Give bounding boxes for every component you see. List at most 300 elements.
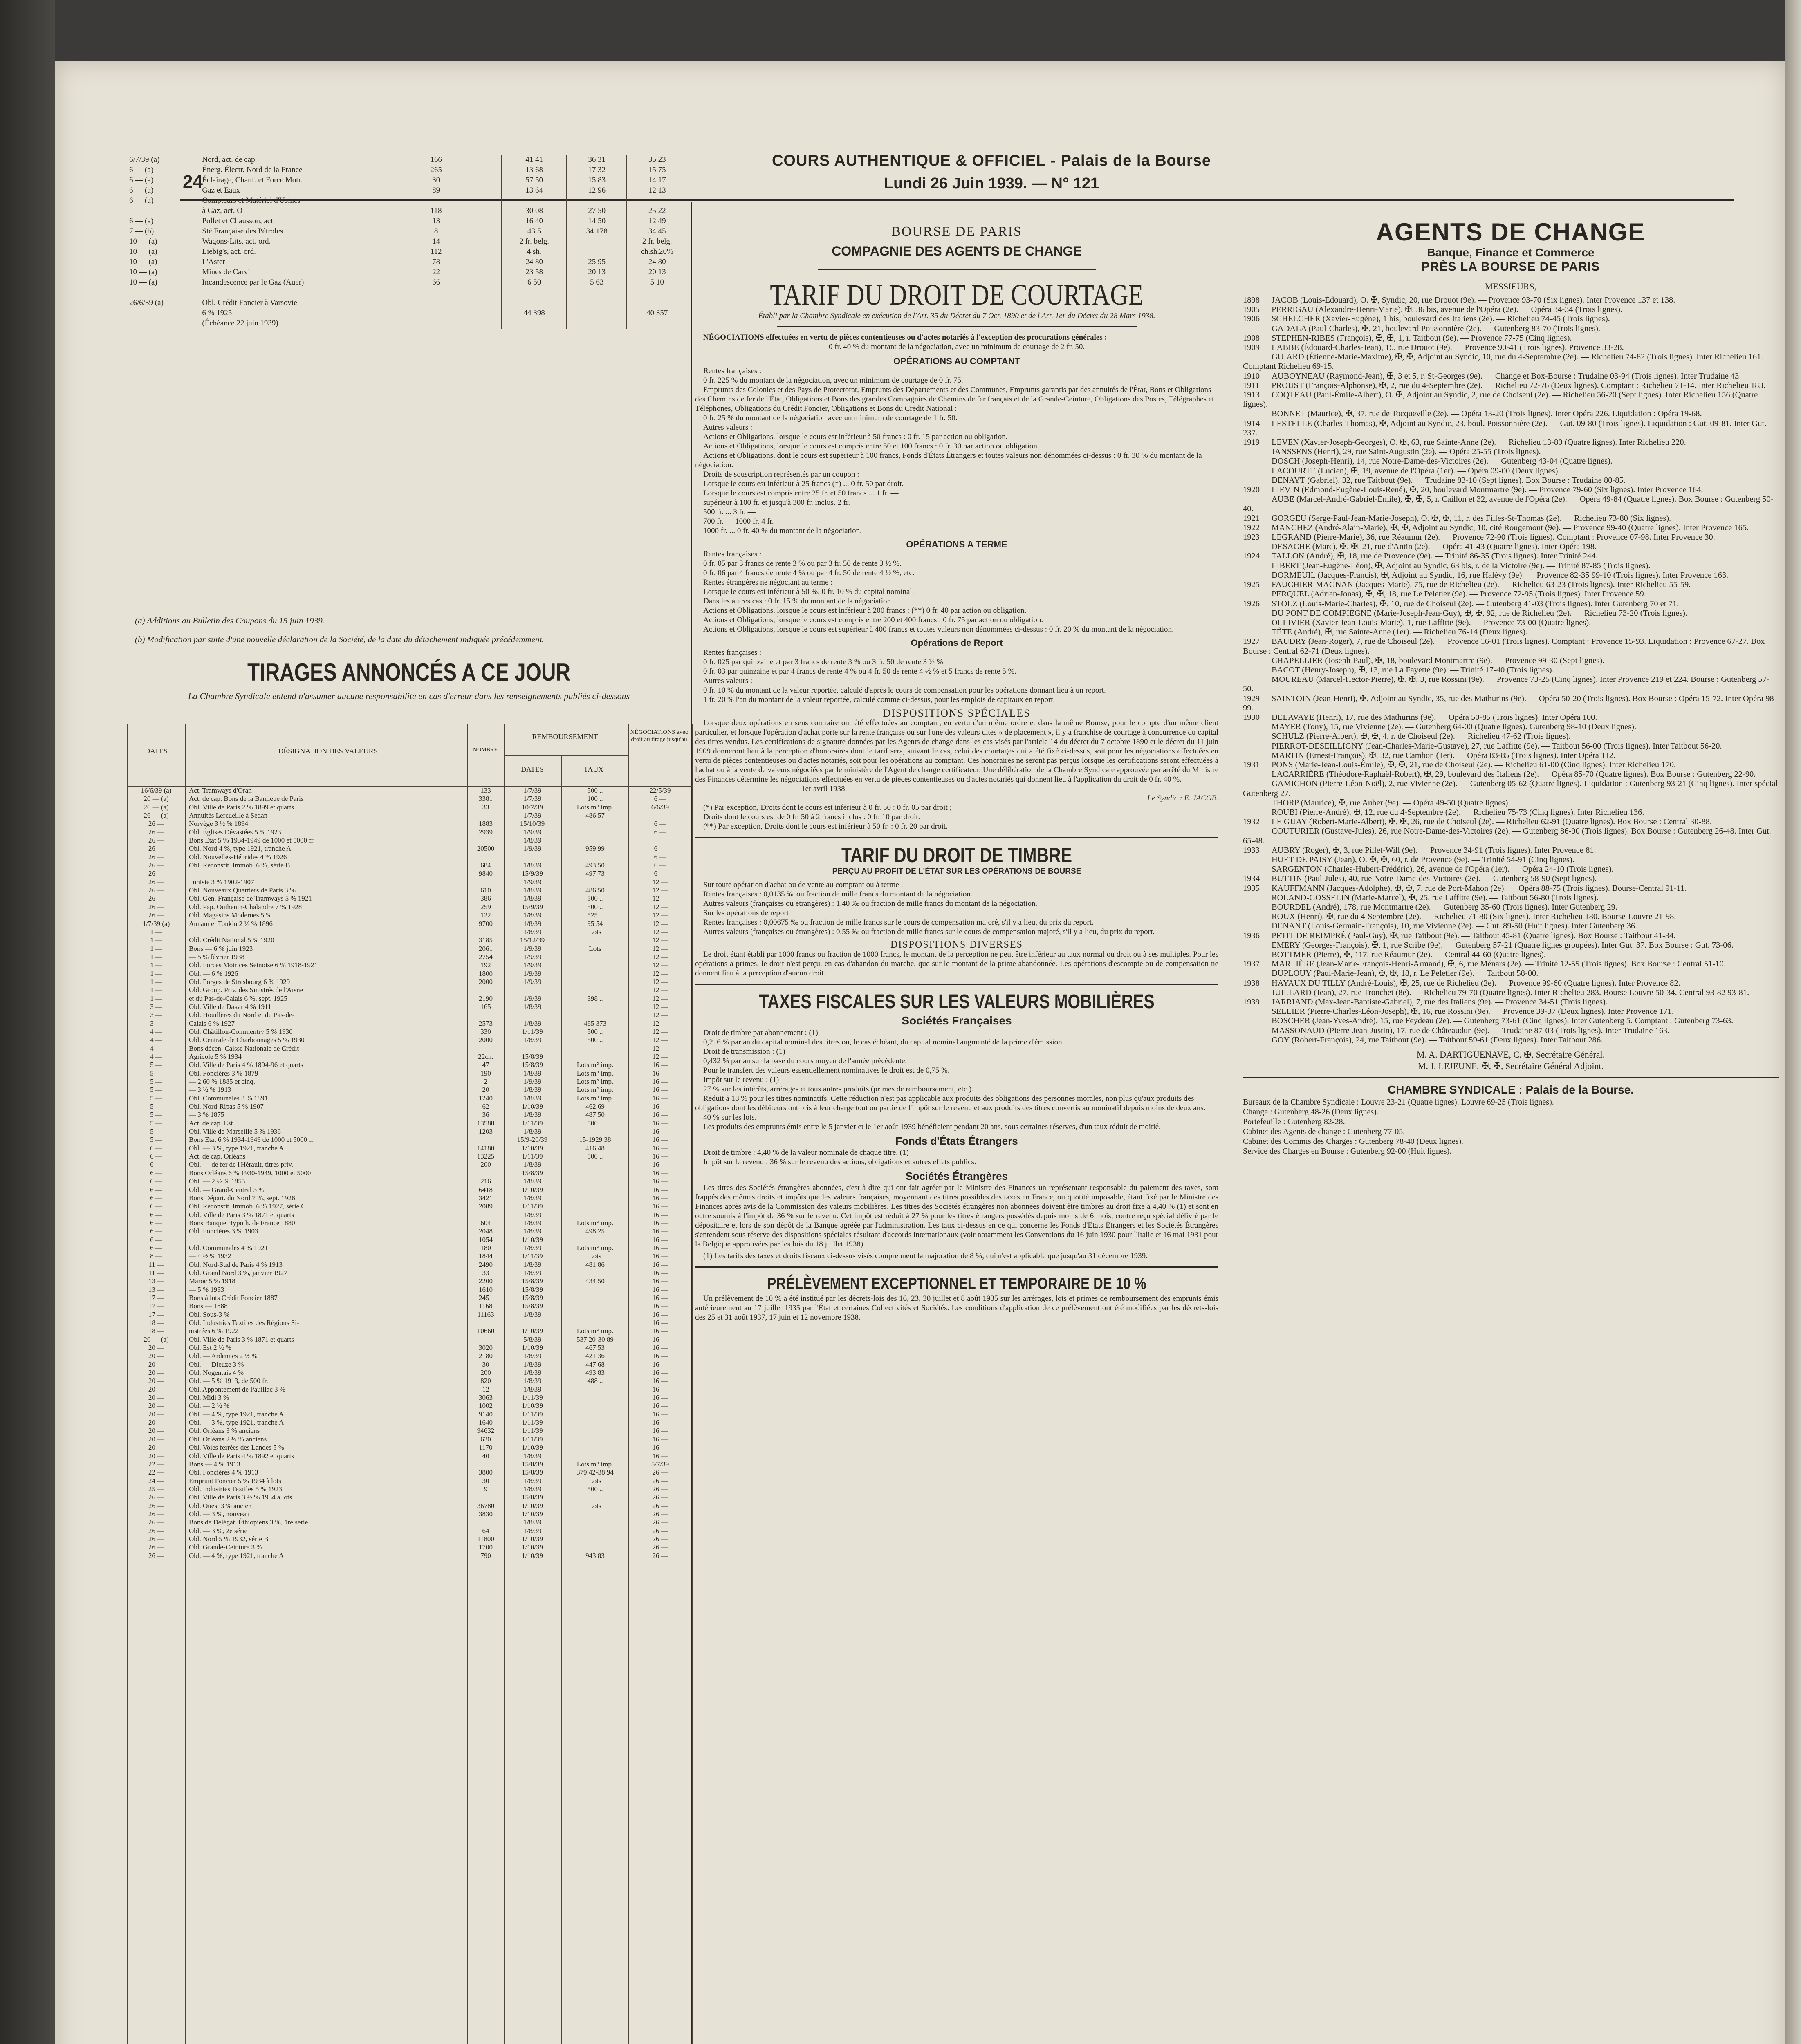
tirage-cell: 17 —: [148, 1302, 164, 1310]
paragraph: 27 % sur les intérêts, arrérages et tous autres produits (primes de remboursement, etc.).: [703, 1085, 974, 1094]
tirage-cell: Obl. Grande-Ceinture 3 %: [189, 1543, 262, 1551]
soc-fr-heading: Sociétés Françaises: [902, 1014, 1012, 1027]
coupon-cell: [502, 196, 567, 206]
tirage-cell: 1/10/39: [522, 1502, 543, 1510]
agent-entry: [1243, 343, 1779, 352]
tirage-cell: 5 —: [150, 1111, 162, 1119]
tirage-cell: 16 —: [652, 1235, 668, 1244]
coupon-cell: [455, 309, 502, 319]
tirage-cell: Obl. Communales 3 % 1891: [189, 1094, 268, 1102]
agent-year: 1939: [1243, 997, 1260, 1007]
tirage-cell: 16/6/39 (a): [141, 787, 172, 794]
tirage-cell: 26 —: [148, 878, 164, 886]
tirage-cell: 5 —: [150, 1069, 162, 1077]
coupon-cell: 265: [417, 166, 455, 176]
tirage-cell: 16 —: [652, 1127, 668, 1136]
tirage-cell: 1/8/39: [523, 1377, 541, 1385]
coupon-row: [127, 319, 687, 329]
agent-entry: [1243, 476, 1779, 485]
agent-entry: [1243, 1035, 1779, 1045]
tirage-cell: Obl. Voies ferrées des Landes 5 %: [189, 1443, 285, 1452]
tirage-cell: Obl. Églises Dévastées 5 % 1923: [189, 828, 281, 836]
agent-details: SCHULZ (Pierre-Albert), ✠, ✠, 4, r. de Choiseul (2e). — Richelieu 47-62 (Trois lignes).: [1272, 732, 1571, 741]
tirage-cell: 6 —: [654, 870, 666, 878]
agent-details: MARLIÈRE (Jean-Marie-François-Henri-Armand), ✠, 6, rue Ménars (2e). — Trinité 12-55 (Trois lignes). Box Bourse : Central 51-10.: [1272, 959, 1726, 969]
tirage-cell: Obl. Foncières 3 % 1903: [189, 1227, 258, 1235]
tirage-cell: 820: [480, 1377, 491, 1385]
tirage-cell: nistrées 6 % 1922: [189, 1327, 239, 1335]
tirage-row: [128, 787, 692, 795]
agent-details: OLLIVIER (Xavier-Jean-Louis-Marie), 1, rue Laffitte (9e). — Provence 73-00 (Quatre lignes).: [1272, 618, 1591, 627]
tirage-cell: 47: [482, 1061, 489, 1069]
tirage-cell: 12 —: [652, 969, 668, 977]
tirage-cell: 13588: [477, 1119, 495, 1127]
tirage-row: [128, 1410, 692, 1419]
tirage-cell: Obl. Industries Textiles des Régions Si-: [189, 1319, 299, 1327]
tirage-cell: Obl. Group. Priv. des Sinistrés de l'Aisne: [189, 986, 303, 994]
agent-details: LE GUAY (Robert-Marie-Albert), ✠, ✠, 26, rue de Choiseul (2e). — Richelieu 62-91 (Quatre lignes). Box Bourse : Central 30-88.: [1272, 817, 1712, 827]
tirage-cell: 630: [480, 1435, 491, 1443]
tirage-cell: 481 86: [585, 1260, 605, 1269]
agent-details: EMERY (Georges-François), ✠, 1, rue Scribe (9e). — Gutenberg 57-21 (Quatre lignes groupées). Inter Gut. 37. Box Bourse : Gut. 73-06.: [1272, 940, 1734, 950]
tirage-cell: 2490: [479, 1260, 493, 1269]
tirage-cell: 16 —: [652, 1244, 668, 1252]
tirage-cell: Annuités Lercueille à Sedan: [189, 811, 268, 820]
tirage-cell: 3421: [479, 1194, 493, 1202]
agent-entry: [1243, 551, 1779, 561]
tirage-cell: 1/9/39: [523, 1078, 541, 1086]
agent-entry: [1243, 447, 1779, 457]
tirage-cell: Obl. Ville de Marseille 5 % 1936: [189, 1127, 281, 1136]
coupon-cell: 10 — (a): [129, 278, 157, 287]
tirage-row: [128, 1493, 692, 1502]
tirage-cell: 500 ..: [587, 1485, 603, 1493]
paragraph: Droit de timbre : 4,40 % de la valeur nominale de chaque titre. (1): [703, 1148, 909, 1157]
agent-year: 1937: [1243, 959, 1260, 969]
tirage-cell: 16 —: [652, 1186, 668, 1194]
agent-entry: [1243, 599, 1779, 609]
tirage-cell: 4 —: [150, 1053, 162, 1060]
tirage-cell: 2061: [479, 944, 493, 953]
coupon-cell: 118: [417, 206, 455, 217]
tirage-cell: 26 —: [148, 1502, 164, 1510]
agent-entry: [1243, 903, 1779, 912]
tirage-row: [128, 1086, 692, 1094]
coupon-cell: 27 50: [567, 206, 627, 217]
tirage-row: [128, 845, 692, 853]
tirage-cell: 8 —: [150, 1252, 162, 1260]
coupon-cell: 12 49: [627, 217, 687, 227]
tirage-cell: Obl. Reconstit. Immob. 6 %, série B: [189, 861, 290, 870]
tirage-cell: 16 —: [652, 1419, 668, 1427]
tirage-row: [128, 995, 692, 1003]
agent-entry: [1243, 855, 1779, 865]
tirage-cell: 16 —: [652, 1410, 668, 1418]
rule: [1243, 1077, 1779, 1078]
tirage-row: [128, 1036, 692, 1044]
tirage-cell: 6/6/39: [651, 803, 669, 811]
tirage-cell: Obl. Houillères du Nord et du Pas-de-: [189, 1011, 295, 1019]
coupon-cell: 6 % 1925: [202, 309, 232, 317]
tirage-cell: 1/8/39: [523, 1111, 541, 1119]
tirage-cell: 1/8/39: [523, 1260, 541, 1269]
agent-entry: [1243, 1007, 1779, 1016]
tirage-cell: 610: [480, 886, 491, 894]
coupon-cell: Sté Française des Pétroles: [202, 227, 283, 235]
tirage-cell: Bons Etat 6 % 1934-1949 de 1000 et 5000 fr.: [189, 1136, 315, 1144]
agent-entry: [1243, 514, 1779, 523]
tirage-cell: 1700: [479, 1543, 493, 1551]
agent-entry: [1243, 675, 1779, 694]
tirage-cell: 16 —: [652, 1119, 668, 1127]
paragraph: Rentes françaises : 0,00675 ‰ ou fraction de mille francs sur le cours de compensation majoré, s'il y a lieu, du prix du report.: [703, 918, 1094, 927]
tirage-cell: 12 —: [652, 886, 668, 894]
agent-entry: [1243, 846, 1779, 855]
tirage-cell: 1/9/39: [523, 994, 541, 1002]
tirage-cell: 1/8/39: [523, 1452, 541, 1460]
tirage-cell: 6 —: [150, 1186, 162, 1194]
tirage-cell: 16 —: [652, 1344, 668, 1352]
tirage-cell: 33: [482, 1269, 489, 1277]
tirage-cell: 15/9/39: [522, 903, 543, 911]
agent-entry: [1243, 874, 1779, 883]
tirage-cell: 20 —: [148, 1352, 164, 1360]
agent-year: 1914: [1243, 419, 1260, 428]
agent-entry: [1243, 580, 1779, 589]
agent-details: MOUREAU (Marcel-Hector-Pierre), ✠, ✠, 3, rue Rossini (9e). — Provence 73-25 (Cinq lignes). Inter Provence 219 et 224. Bourse : Gutenberg 57-50.: [1243, 675, 1770, 694]
coupon-cell: L'Aster: [202, 258, 225, 266]
tarif-title: TARIF DU DROIT DE COURTAGE: [770, 278, 1144, 311]
agent-entry: [1243, 609, 1779, 618]
agent-details: LIEVIN (Edmond-Eugène-Louis-René), ✠, 20, boulevard Montmartre (9e). — Provence 79-60 (Six lignes). Inter Provence 164.: [1272, 485, 1703, 495]
tirage-cell: 3830: [479, 1510, 493, 1518]
tirage-row: [128, 1144, 692, 1152]
tirage-cell: 6 —: [654, 861, 666, 870]
tirage-cell: 486 50: [585, 886, 605, 894]
tirage-cell: 6 —: [150, 1152, 162, 1161]
tirage-cell: 26 —: [148, 820, 164, 828]
section-rule: [695, 984, 1218, 985]
tirage-cell: 2939: [479, 828, 493, 836]
timbre-title: TARIF DU DROIT DE TIMBRE: [841, 844, 1072, 867]
tirage-cell: Obl. Foncières 3 % 1879: [189, 1069, 258, 1077]
tirage-cell: 5 —: [150, 1061, 162, 1069]
tirage-row: [128, 1311, 692, 1319]
paragraph: 1000 fr. ... 0 fr. 40 % du montant de la négociation.: [703, 527, 862, 535]
tirage-cell: 16 —: [652, 1069, 668, 1077]
coupon-cell: [455, 176, 502, 186]
tirage-cell: 1/8/39: [523, 1127, 541, 1136]
tirage-cell: 1/11/39: [522, 1435, 543, 1443]
paragraph: Actions et Obligations, dont le cours est supérieur à 100 francs, Fonds d'États Étrangers et toutes valeurs non dénommées ci-dessus : 0 fr. 30 % du montant de la négociation.: [695, 451, 1202, 469]
tirage-cell: 16 —: [652, 1103, 668, 1111]
tirage-cell: 1/8/39: [523, 919, 541, 928]
agent-entry: [1243, 381, 1779, 390]
agent-details: BONNET (Maurice), ✠, 37, rue de Tocqueville (2e). — Opéra 13-20 (Trois lignes). Inter Opéra 226. Liquidation : Opéra 19-68.: [1272, 409, 1702, 419]
agent-details: PERQUEL (Adrien-Jonas), ✠, ✠, 18, rue Le Peletier (9e). — Provence 72-95 (Trois lignes). Inter Provence 59.: [1272, 589, 1646, 599]
tirage-cell: 3185: [479, 936, 493, 944]
agent-entry: [1243, 694, 1779, 713]
tirage-row: [128, 1286, 692, 1294]
tirage-cell: 1/7/39: [523, 811, 541, 820]
tirage-cell: 1/10/39: [522, 1402, 543, 1410]
tirage-cell: 2000: [479, 1036, 493, 1044]
tirage-cell: 6418: [479, 1186, 493, 1194]
tirage-cell: 12 —: [652, 986, 668, 994]
agents-title: AGENTS DE CHANGE: [1376, 219, 1646, 246]
agent-details: LABBE (Édouard-Charles-Jean), 15, rue Drouot (9e). — Provence 90-41 (Trois lignes). Provence 33-28.: [1272, 343, 1624, 352]
agent-details: THORP (Maurice), ✠, rue Auber (9e). — Opéra 49-50 (Quatre lignes).: [1272, 798, 1510, 807]
tirage-cell: 15/8/39: [522, 1468, 543, 1477]
agent-details: BACOT (Henry-Joseph), ✠, 13, rue La Fayette (9e). — Trinité 17-40 (Trois lignes).: [1272, 665, 1554, 675]
agent-year: 1927: [1243, 637, 1260, 646]
tirage-row: [128, 945, 692, 953]
tirage-cell: 2089: [479, 1202, 493, 1210]
tirage-cell: Obl. Ville de Paris 2 % 1899 et quarts: [189, 803, 294, 811]
tirage-cell: 5 —: [150, 1078, 162, 1086]
coupon-cell: (Échéance 22 juin 1939): [202, 319, 278, 327]
agent-entry: [1243, 334, 1779, 343]
agent-year: 1922: [1243, 523, 1260, 532]
tirage-cell: Obl. Nogentais 4 %: [189, 1369, 244, 1377]
agent-details: AUBOYNEAU (Raymond-Jean), ✠, 3 et 5, r. St-Georges (9e). — Change et Box-Bourse : Trudaine 03-94 (Trois lignes). Inter Trudaine 43.: [1272, 371, 1741, 381]
tirage-cell: 15/8/39: [522, 1053, 543, 1060]
agent-entry: [1243, 779, 1779, 798]
tirage-row: [128, 1327, 692, 1335]
tirage-cell: 26 — (a): [144, 803, 169, 811]
tirage-row: [128, 1485, 692, 1493]
tirage-cell: 12 —: [652, 903, 668, 911]
tirage-row: [128, 1020, 692, 1028]
coupon-cell: 34 45: [627, 227, 687, 237]
agent-entry: [1243, 827, 1779, 845]
coupon-row: [127, 217, 687, 227]
agent-entry: [1243, 722, 1779, 732]
agent-entry: [1243, 571, 1779, 580]
tirage-row: [128, 1543, 692, 1551]
agent-details: ROUBI (Pierre-André), ✠, 12, rue du 4-Septembre (2e). — Richelieu 75-73 (Cinq lignes). Inter Richelieu 136.: [1272, 807, 1644, 817]
agent-details: DENANT (Louis-Germain-François), 10, rue Vivienne (2e). — Gut. 89-50 (Huit lignes). Inter Gutenberg 36.: [1272, 921, 1637, 931]
tirage-cell: 26 —: [652, 1526, 668, 1535]
agent-entry: [1243, 1026, 1779, 1035]
paragraph: Sur les opérations de report: [703, 909, 789, 917]
coupon-cell: Compteurs et Matériel d'Usines: [202, 196, 301, 205]
soc-etr-heading: Sociétés Étrangères: [905, 1170, 1008, 1182]
tirage-cell: 26 —: [148, 836, 164, 845]
agent-details: BOURDEL (André), 178, rue Montmartre (2e). — Gutenberg 35-60 (Trois lignes). Inter Gutenberg 29.: [1272, 903, 1618, 912]
tirage-cell: 13225: [477, 1152, 495, 1161]
tirage-cell: 1 —: [150, 977, 162, 986]
tirage-row: [128, 1169, 692, 1177]
chambre-line: Bureaux de la Chambre Syndicale : Louvre 23-21 (Quatre lignes). Louvre 69-25 (Trois lignes).: [1243, 1098, 1554, 1107]
tirage-cell: 18 —: [148, 1327, 164, 1335]
agent-entry: [1243, 760, 1779, 770]
tirage-cell: 26 —: [148, 911, 164, 919]
coupon-row: [127, 247, 687, 258]
tirage-cell: 15/8/39: [522, 1277, 543, 1285]
tirage-cell: 330: [480, 1027, 491, 1035]
paragraph: Actions et Obligations, lorsque le cours est supérieur à 400 francs et toutes valeurs non dénommées ci-dessus : 0 fr. 20 % du montant de la négociation.: [703, 625, 1174, 634]
agent-details: SAINTOIN (Jean-Henri), ✠, Adjoint au Syndic, 35, rue des Mathurins (9e). — Opéra 50-20 (Trois lignes). Box Bourse : Opéra 15-72. Inter Opéra 98-99.: [1243, 694, 1777, 713]
agent-details: LIBERT (Jean-Eugène-Léon), ✠, Adjoint au Syndic, 63 bis, r. de la Victoire (9e). — Trinité 87-85 (Trois lignes).: [1272, 561, 1651, 570]
tirage-row: [128, 1502, 692, 1510]
tirage-cell: 11800: [477, 1535, 494, 1543]
coupon-cell: [455, 227, 502, 237]
tirage-cell: Obl. Ville de Paris 3 % 1871 et quarts: [189, 1210, 294, 1219]
coupon-cell: Wagons-Lits, act. ord.: [202, 237, 271, 246]
agent-entry: [1243, 808, 1779, 817]
tirage-cell: 3020: [479, 1344, 493, 1352]
agent-year: 1929: [1243, 694, 1260, 703]
coupons-footnotes: [135, 607, 683, 653]
tirage-cell: 15/8/39: [522, 1169, 543, 1177]
tirage-cell: Bons Orléans 6 % 1930-1949, 1000 et 5000: [189, 1169, 311, 1177]
tirage-cell: 1/9/39: [523, 944, 541, 953]
tirage-row: [128, 936, 692, 944]
paragraph: Sur toute opération d'achat ou de vente au comptant ou à terme :: [703, 881, 903, 889]
tirage-cell: Obl. Nord-Ripas 5 % 1907: [189, 1103, 264, 1111]
agent-year: 1920: [1243, 485, 1260, 495]
tirage-cell: 20 —: [148, 1394, 164, 1402]
tirage-cell: 12 —: [652, 977, 668, 986]
tirage-cell: 1/11/39: [522, 1119, 543, 1127]
prelevement-text: Un prélèvement de 10 % a été institué par les décrets-lois des 16, 23, 30 juillet et 8 août 1935 sur les arrérages, lots et primes de remboursement des emprunts émis antérieurement au 17 juillet 1935 par l'État et certaines Collectivités et Sociétés. Les conditions d'application de ce prélèvement ont été modifiées par les décrets-lois des 25 et 31 août 1937, 17 juin et 12 novembre 1938.: [695, 1294, 1218, 1322]
tirage-cell: 4 —: [150, 1027, 162, 1035]
tirage-cell: Obl. Reconstit. Immob. 6 % 1927, série C: [189, 1202, 306, 1210]
tirage-cell: 16 —: [652, 1293, 668, 1302]
tirage-cell: 13 —: [148, 1285, 164, 1293]
tirage-cell: 1/10/39: [522, 1535, 543, 1543]
tirage-cell: 9840: [479, 870, 493, 878]
coupon-cell: [455, 247, 502, 258]
tirage-cell: 26 —: [148, 1551, 164, 1560]
tirage-row: [128, 1319, 692, 1327]
tirage-cell: 22/5/39: [649, 787, 671, 794]
agent-entry: [1243, 296, 1779, 305]
tirage-cell: 36: [482, 1111, 489, 1119]
tirage-cell: 16 —: [652, 1260, 668, 1269]
tirage-cell: Tunisie 3 % 1902-1907: [189, 878, 254, 886]
agent-entry: [1243, 372, 1779, 381]
tirage-cell: 3 —: [150, 1002, 162, 1011]
header-remb-taux: TAUX: [583, 765, 604, 773]
agent-year: 1925: [1243, 580, 1260, 589]
tirage-cell: 493 83: [585, 1369, 605, 1377]
tirage-cell: 190: [480, 1069, 491, 1077]
agent-details: ROUX (Henri), ✠, rue du 4-Septembre (2e). — Richelieu 71-80 (Six lignes). Inter Richelieu 180. Bourse-Louvre 21-98.: [1272, 912, 1676, 921]
agent-year: 1905: [1243, 305, 1260, 314]
tirage-cell: 398 ..: [587, 994, 603, 1002]
tirage-cell: Obl. — 4 %, type 1921, tranche A: [189, 1410, 284, 1418]
tirage-cell: 26 —: [148, 1518, 164, 1526]
coupon-row: [127, 227, 687, 237]
tirage-cell: 16 —: [652, 1327, 668, 1335]
tirage-cell: 26 —: [148, 1510, 164, 1518]
tirage-cell: 6 —: [150, 1169, 162, 1177]
tirage-cell: Obl. — 3 %, type 1921, tranche A: [189, 1144, 284, 1152]
coupon-cell: 25 22: [627, 206, 687, 217]
tirage-cell: 16 —: [652, 1435, 668, 1443]
tirage-cell: 1/8/39: [523, 1086, 541, 1094]
tirages-table: [127, 724, 693, 2044]
paragraph: 0 fr. 225 % du montant de la négociation, avec un minimum de courtage de 0 fr. 75.: [703, 376, 963, 385]
agent-year: 1908: [1243, 333, 1260, 343]
agent-entry: [1243, 419, 1779, 438]
agent-details: JACOB (Louis-Édouard), O. ✠, Syndic, 20, rue Drouot (9e). — Provence 93-70 (Six lignes). Inter Provence 137 et 138.: [1272, 296, 1675, 305]
agent-entry: [1243, 466, 1779, 476]
tirage-cell: 16 —: [652, 1394, 668, 1402]
tirage-cell: 15/8/39: [522, 1460, 543, 1468]
tirage-cell: 16 —: [652, 1277, 668, 1285]
header-negociations: NÉGOCIATIONS avec droit au tirage jusqu'au: [630, 729, 688, 743]
timbre-subtitle: PERÇU AU PROFIT DE L'ÉTAT SUR LES OPÉRATIONS DE BOURSE: [832, 867, 1081, 876]
tirage-row: [128, 1061, 692, 1069]
agent-year: 1909: [1243, 343, 1260, 352]
tirage-cell: Obl. — Grand-Central 3 %: [189, 1186, 265, 1194]
tirage-cell: Lots m° imp.: [576, 1460, 614, 1468]
tirage-cell: 20: [482, 1086, 489, 1094]
tirage-cell: 1 —: [150, 928, 162, 936]
coupon-cell: 4 sh.: [502, 247, 567, 258]
coupon-row: [127, 196, 687, 206]
tirage-cell: 192: [480, 961, 491, 969]
agent-details: MARTIN (Ernest-François), ✠, 32, rue Cambon (1er). — Opéra 83-85 (Trois lignes). Inter Opéra 112.: [1272, 751, 1616, 760]
tirage-cell: Obl. Industries Textiles 5 % 1923: [189, 1485, 282, 1493]
coupon-cell: 36 31: [567, 155, 627, 166]
agent-entry: [1243, 314, 1779, 324]
paragraph: Lorsque le cours est compris entre 25 fr. et 50 francs ... 1 fr. —: [703, 489, 899, 498]
tirage-row: [128, 1419, 692, 1427]
tirage-cell: 12 —: [652, 928, 668, 936]
coupon-cell: [455, 237, 502, 247]
coupon-cell: [455, 206, 502, 217]
tirage-row: [128, 894, 692, 903]
agent-details: STOLZ (Louis-Marie-Charles), ✠, 10, rue de Choiseul (2e). — Gutenberg 41-03 (Trois lignes). Inter Gutenberg 70 et 71.: [1272, 599, 1679, 608]
tirage-row: [128, 953, 692, 961]
tirage-row: [128, 1011, 692, 1019]
tirage-cell: 22ch.: [478, 1053, 493, 1060]
tirage-cell: 1/9/39: [523, 961, 541, 969]
coupon-cell: 78: [417, 258, 455, 268]
coupon-cell: 40 357: [627, 309, 687, 319]
coupon-cell: [627, 288, 687, 298]
agent-details: JUILLARD (Jean), 27, rue Tronchet (8e). — Richelieu 79-70 (Quatre lignes). Inter Richelieu 283. Bourse Louvre 50-34. Central 93-82 93-81.: [1272, 988, 1749, 997]
tirage-cell: Obl. Nouveaux Quartiers de Paris 3 %: [189, 886, 296, 894]
tirage-cell: 1/10/39: [522, 1510, 543, 1518]
tirage-row: [128, 1244, 692, 1252]
comptant-heading: OPÉRATIONS AU COMPTANT: [893, 356, 1020, 366]
coupon-cell: à Gaz, act. O: [202, 206, 243, 215]
tirage-row: [128, 1194, 692, 1202]
tirage-cell: Obl. — 6 % 1926: [189, 969, 238, 977]
tirage-cell: 16 —: [652, 1335, 668, 1343]
paragraph: Emprunts des Colonies et des Pays de Protectorat, Emprunts des Départements et des Communes, Emprunts garantis par des annuités de l'État, Bons et Obligations des Chemins de fer de l'État, Obligations et Bons des grandes Compagnies de Chemins de fer français et de la Grande-Ceinture, Obligations des Postes, Télégraphes et Téléphones, Obligations du Crédit Foncier, Obligations et Bons du Crédit National :: [695, 385, 1214, 413]
agent-details: GADALA (Paul-Charles), ✠, 21, boulevard Poissonnière (2e). — Gutenberg 83-70 (Trois lignes).: [1272, 324, 1601, 333]
tirage-cell: 9700: [479, 919, 493, 928]
coupon-cell: 25 95: [567, 258, 627, 268]
tirage-cell: 17 —: [148, 1293, 164, 1302]
tirage-cell: 13 —: [148, 1277, 164, 1285]
coupon-cell: [455, 319, 502, 329]
tirage-cell: 416 48: [585, 1144, 605, 1152]
tirage-cell: 36780: [477, 1502, 495, 1510]
tirage-cell: Obl. Appontement de Pauillac 3 %: [189, 1385, 286, 1393]
dispositions-text: Lorsque deux opérations en sens contraire ont été effectuées au comptant, en vertu d'un même ordre et dans la même Bourse, pour le compte d'un même client particulier, et lorsque l'opération d'achat porte sur la rente française ou sur l'une des valeurs dites « de placement », il y a franchise de courtage à concurrence du capital des titres vendus. Les certifications de signature données par les Agents de change dans les cas visés par l'article 14 du décret du 7 octobre 1890 et le décret du 11 juin 1909 donneront lieu à la perception d'honoraires dont le tarif sera, suivant le cas, celui des courtages qui a été fixé ci-dessus, soit pour les négociations effectuées en vertu de pièces contentieuses ou d'actes notariés, soit pour les opérations au comptant. Ces honoraires ne seront pas perçus lorsque les certifications seront effectuées à l'achat ou à la vente de valeurs négociées par le ministère de l'Agent de change certificateur. Une délibération de la Chambre Syndicale approuvée par arrêté du Ministre des Finances détermine les négociations effectuées en vertu de pièces contentieuses ou d'actes notariés qui donnent lieu à l'application du droit de 0 fr. 40 %.: [695, 719, 1218, 784]
tirage-cell: 165: [480, 1002, 491, 1011]
coupon-cell: [567, 237, 627, 247]
coupon-cell: 16 40: [502, 217, 567, 227]
paragraph: Droits de souscription représentés par un coupon :: [703, 470, 859, 479]
